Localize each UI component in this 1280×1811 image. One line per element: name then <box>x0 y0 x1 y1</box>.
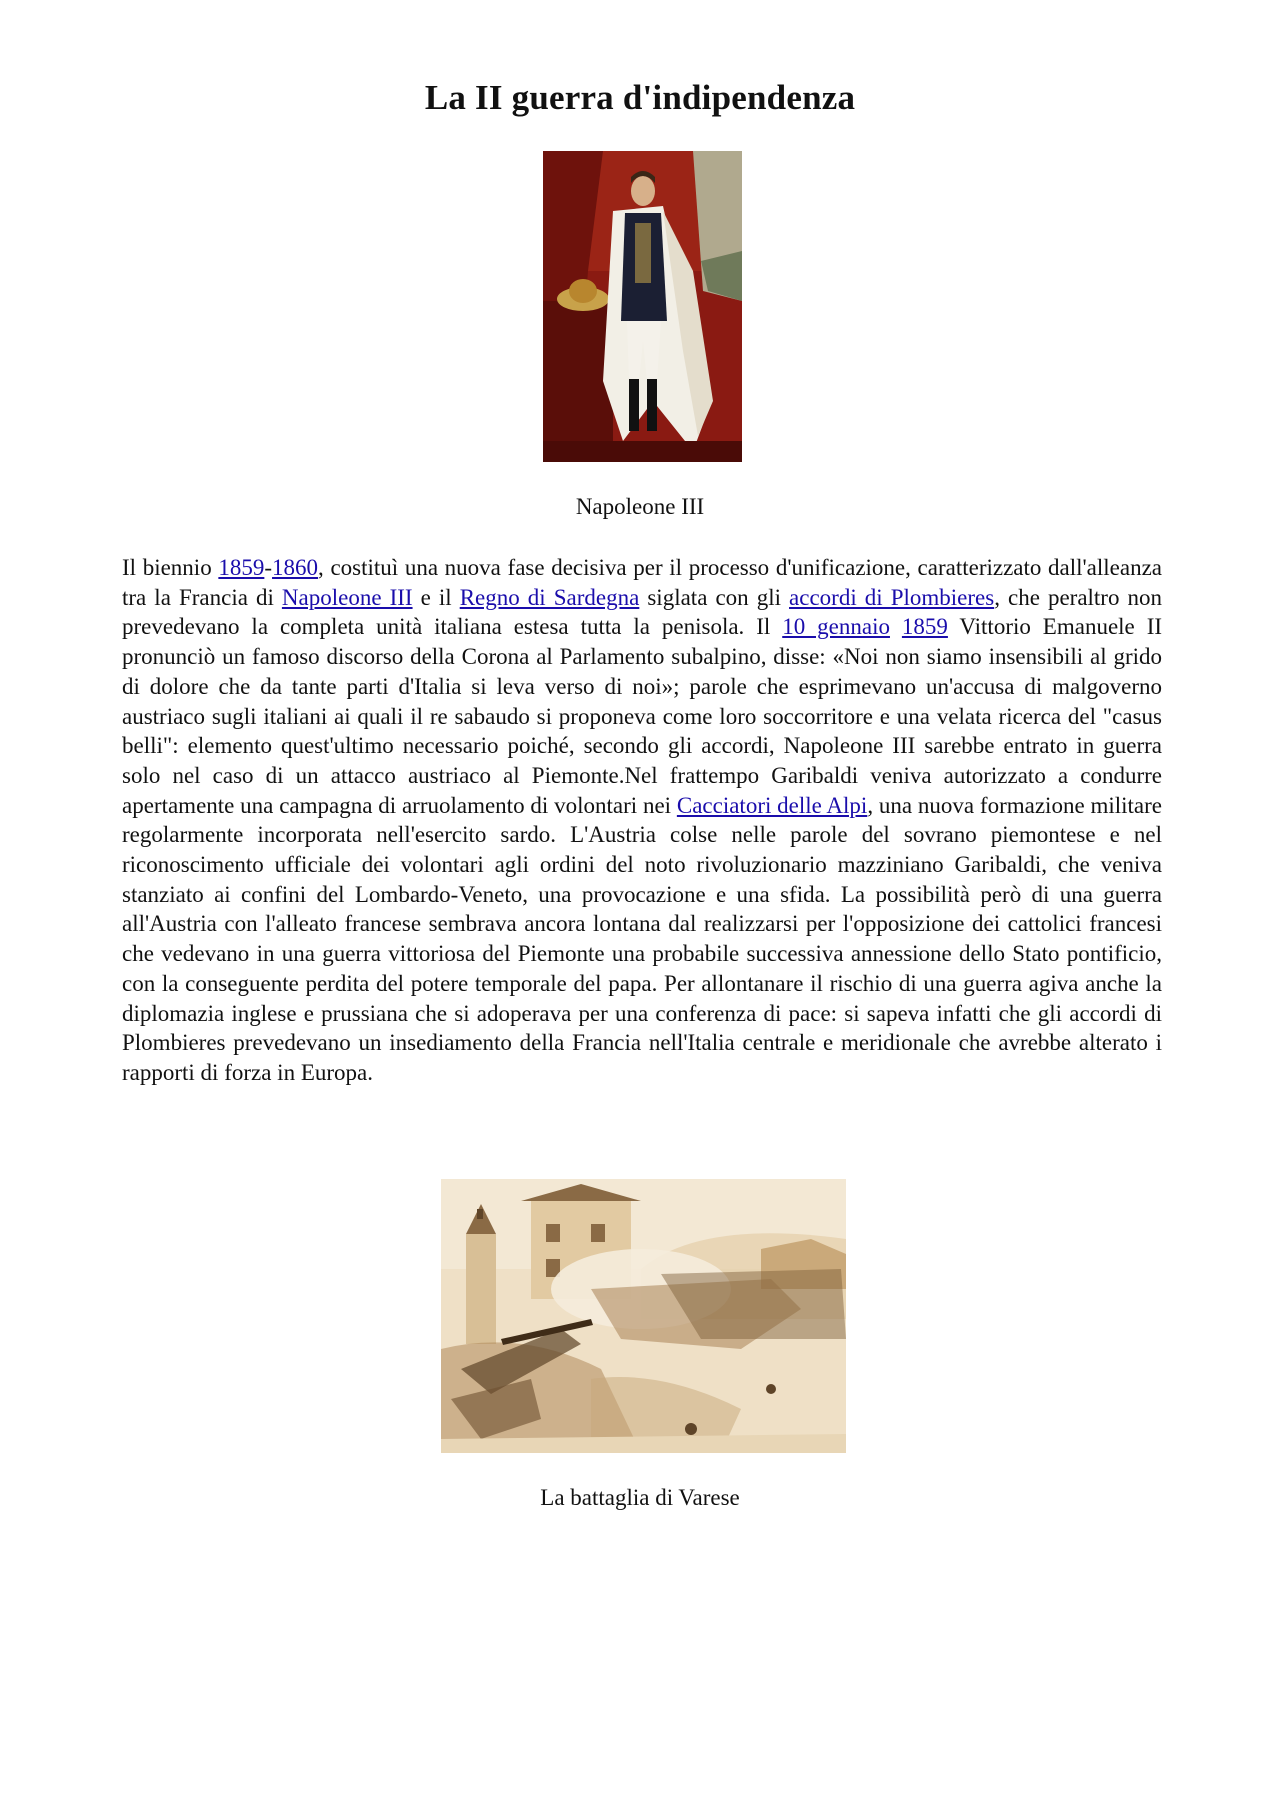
napoleone-portrait-image <box>543 151 742 462</box>
link-1860[interactable]: 1860 <box>272 555 319 580</box>
text-segment: Vittorio Emanuele II pronunciò un famoso discorso della Corona al Parlamento subalpino, disse: «Noi non siamo insensibili al grido di dolore che da tante parti d'Italia si leva verso di noi»; parole che esprimevano un'accusa di malgoverno austriaco sugli italiani ai quali il re sabaudo si proponeva come loro soccorritore e una velata ricerca del "casus belli": elemento quest'ultimo necessario poiché, secondo gli accordi, Napoleone III sarebbe entrato in guerra solo nel caso di un attacco austriaco al Piemonte.Nel frattempo Garibaldi veniva autorizzato a condurre apertamente una campagna di arruolamento di volontari nei <box>122 614 1163 818</box>
text-segment: , una nuova formazione militare regolarmente incorporata nell'esercito sardo. L'Austria colse nelle parole del sovrano piemontese e nel riconoscimento ufficiale dei volontari agli ordini del noto rivoluzionario mazziniano Garibaldi, che veniva stanziato ai confini del Lombardo-Veneto, una provocazione e una sfida. La possibilità però di una guerra all'Austria con l'alleato francese sembrava ancora lontana dal realizzarsi per l'opposizione dei cattolici francesi che vedevano in una guerra vittoriosa del Piemonte una probabile successiva annessione dello Stato pontificio, con la conseguente perdita del potere temporale del papa. Per allontanare il rischio di una guerra agiva anche la diplomazia inglese e prussiana che si adoperava per una conferenza di pace: si sapeva infatti che gli accordi di Plombieres prevedevano un insediamento della Francia nell'Italia centrale e meridionale che avrebbe alterato i rapporti di forza in Europa. <box>122 792 1162 1085</box>
link-napoleone-iii[interactable]: Napoleone III <box>281 584 413 610</box>
text-segment: siglata con gli <box>639 584 790 610</box>
page-title: La II guerra d'indipendenza <box>424 78 856 117</box>
battle-of-varese-image <box>441 1179 846 1453</box>
body-paragraph <box>122 553 1162 1088</box>
text-segment: - <box>264 555 273 580</box>
link-1859-second[interactable]: 1859 <box>901 614 948 640</box>
text-segment: Il biennio <box>122 555 219 580</box>
link-regno-di-sardegna[interactable]: Regno di Sardegna <box>459 584 640 610</box>
text-segment: e il <box>412 584 460 610</box>
battle-caption: La battaglia di Varese <box>540 1485 740 1510</box>
text-segment: , che peraltro non prevedevano la completa unità italiana estesa tutta la penisola. Il <box>122 584 1163 640</box>
link-10-gennaio[interactable]: 10 gennaio <box>782 614 890 640</box>
text-segment: , costituì una nuova fase decisiva per il processo d'unificazione, caratterizzato dall'alleanza tra la Francia di <box>122 555 1162 610</box>
text-segment <box>890 614 902 639</box>
link-accordi-di-plombieres[interactable]: accordi di Plombieres <box>789 584 995 610</box>
napoleone-caption: Napoleone III <box>575 494 705 519</box>
link-cacciatori-delle-alpi[interactable]: Cacciatori delle Alpi <box>676 792 868 818</box>
link-1859[interactable]: 1859 <box>218 555 265 580</box>
